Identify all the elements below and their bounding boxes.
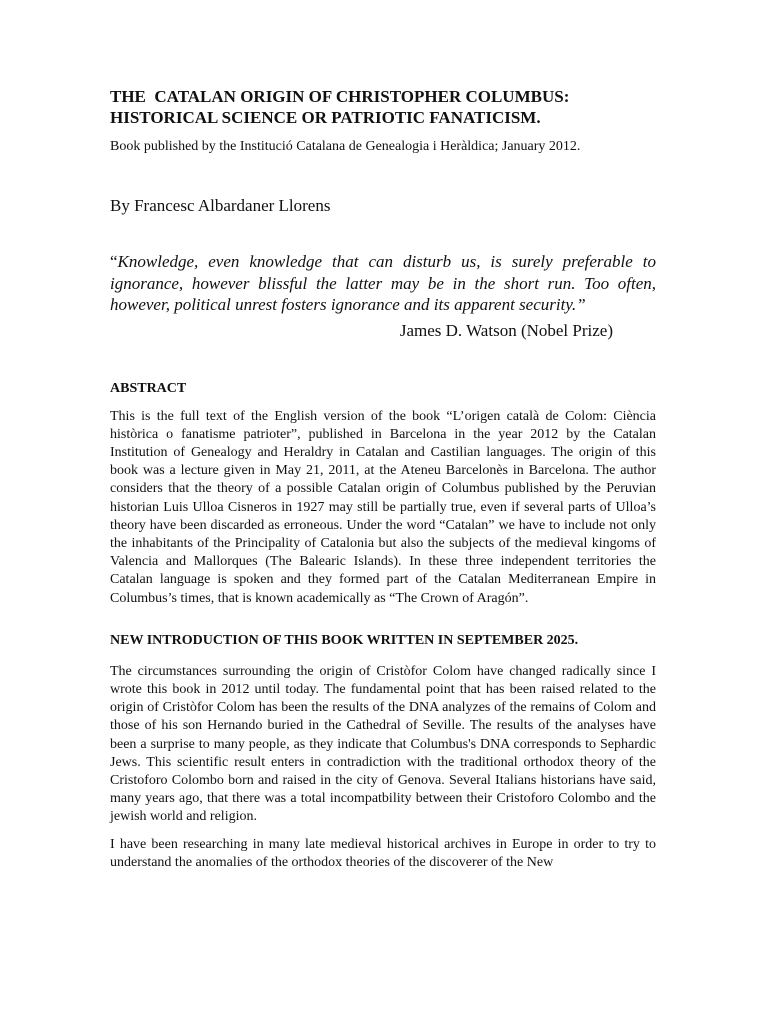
author-line: By Francesc Albardaner Llorens	[110, 196, 331, 215]
publication-note: Book published by the Institució Catalana de Genealogia i Heràldica; January 2012.	[110, 139, 581, 154]
document-title: THE CATALAN ORIGIN OF CHRISTOPHER COLUMBUS: HISTORICAL SCIENCE OR PATRIOTIC FANATICISM.	[110, 87, 570, 127]
quote-text: Knowledge, even knowledge that can disturb us, is surely preferable to ignorance, however blissful the latter may be in the short run. Too often, however, political unrest fosters ignorance and its apparent security.”	[110, 252, 656, 314]
quote-attribution: James D. Watson (Nobel Prize)	[399, 320, 613, 340]
document-page	[110, 86, 656, 872]
epigraph-quote	[110, 251, 656, 316]
new-introduction-paragraph-2: I have been researching in many late medieval historical archives in Europe in order to try to understand the anomalies of the orthodox theories of the discoverer of the New	[110, 836, 656, 870]
abstract-paragraph: This is the full text of the English version of the book “L’origen català de Colom: Ciència històrica o fanatisme patrioter”, published in Barcelona in the year 2012 by the Catalan Institution of Genealogy and Heraldry in Catalan and Castilian languages. The origin of this book was a lecture given in May 21, 2011, at the Ateneu Barcelonès in Barcelona. The author considers that the theory of a possible Catalan origin of Columbus published by the Peruvian historian Luis Ulloa Cisneros in 1927 may still be partially true, even if several parts of Ulloa’s theory have been discarded as erroneous. Under the word “Catalan” we have to include not only the inhabitants of the Principality of Catalonia but also the subjects of the medieval kingoms of Valencia and Mallorques (The Balearic Islands). In these three independent territories the Catalan language is spoken and they formed part of the Catalan Mediterranean Empire in Columbus’s times, that is known academically as “The Crown of Aragón”.	[110, 408, 656, 606]
new-introduction-heading: NEW INTRODUCTION OF THIS BOOK WRITTEN IN SEPTEMBER 2025.	[110, 632, 579, 648]
quote-open-mark: “	[110, 252, 118, 271]
new-introduction-paragraph-1: The circumstances surrounding the origin of Cristòfor Colom have changed radically since I wrote this book in 2012 until today. The fundamental point that has been raised related to the origin of Cristòfor Colom has been the results of the DNA analyzes of the remains of Colom and those of his son Hernando buried in the Cathedral of Seville. The results of the analyses have been a surprise to many people, as they indicate that Columbus's DNA corresponds to Sephardic Jews. This scientific result enters in contradiction with the traditional orthodox theory of the Cristoforo Colombo born and raised in the city of Genova. Several Italians historians have said, many years ago, that there was a total incompatbility between their Cristoforo Colombo and the jewish world and religion.	[110, 663, 656, 825]
abstract-heading: ABSTRACT	[110, 380, 187, 396]
